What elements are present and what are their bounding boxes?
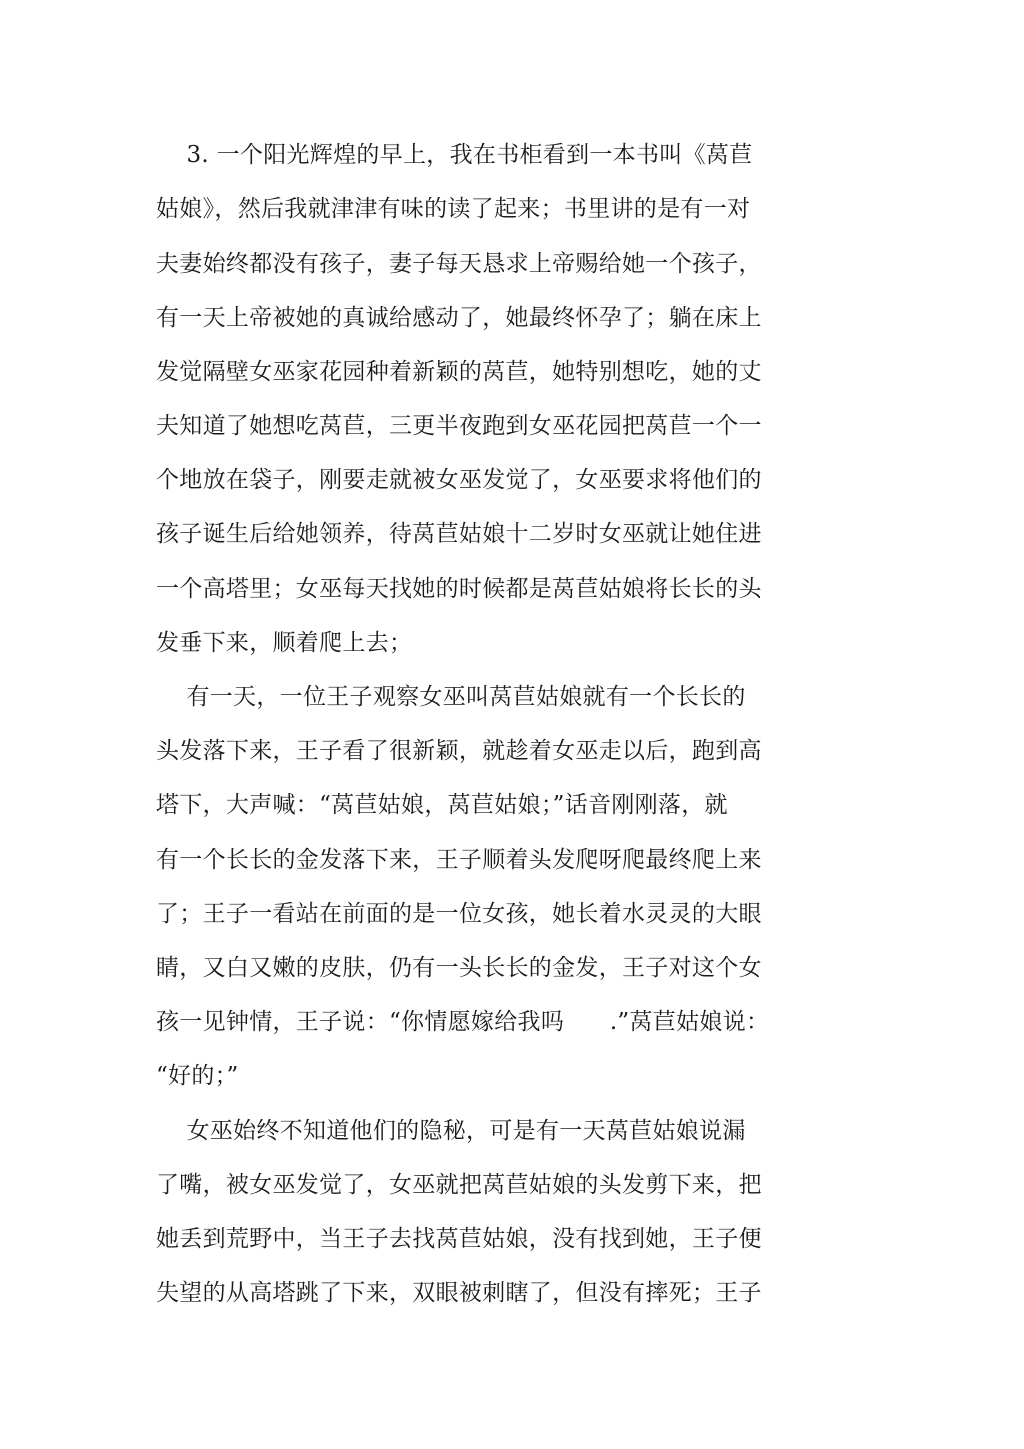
- text-line: 了嘴，被女巫发觉了，女巫就把莴苣姑娘的头发剪下来，把: [156, 1172, 762, 1198]
- text-line: 女巫始终不知道他们的隐秘，可是有一天莴苣姑娘说漏: [156, 1118, 746, 1144]
- text-line: 一个高塔里；女巫每天找她的时候都是莴苣姑娘将长长的头: [156, 576, 762, 602]
- text-line: 个地放在袋子，刚要走就被女巫发觉了，女巫要求将他们的: [156, 467, 762, 493]
- text-line: 失望的从高塔跳了下来，双眼被刺瞎了，但没有摔死；王子: [156, 1280, 762, 1306]
- text-line: 她丢到荒野中，当王子去找莴苣姑娘，没有找到她，王子便: [156, 1226, 762, 1252]
- text-line: 发觉隔壁女巫家花园种着新颖的莴苣，她特别想吃，她的丈: [156, 359, 762, 385]
- text-line: 夫知道了她想吃莴苣，三更半夜跑到女巫花园把莴苣一个一: [156, 413, 762, 439]
- text-line: 有一个长长的金发落下来，王子顺着头发爬呀爬最终爬上来: [156, 847, 762, 873]
- text-line: 3. 一个阳光辉煌的早上，我在书柜看到一本书叫《莴苣: [156, 142, 753, 168]
- text-line: 头发落下来，王子看了很新颖，就趁着女巫走以后，跑到高: [156, 738, 762, 764]
- text-line: 孩一见钟情，王子说：“你情愿嫁给我吗 .”莴苣姑娘说：: [156, 1009, 770, 1035]
- text-line: 孩子诞生后给她领养，待莴苣姑娘十二岁时女巫就让她住进: [156, 521, 762, 547]
- text-line: 有一天上帝被她的真诚给感动了，她最终怀孕了；躺在床上: [156, 305, 762, 331]
- text-line: 姑娘》，然后我就津津有味的读了起来；书里讲的是有一对: [156, 196, 751, 222]
- text-line: 夫妻始终都没有孩子，妻子每天恳求上帝赐给她一个孩子，: [156, 251, 762, 277]
- text-line: “好的；”: [156, 1063, 239, 1089]
- text-line: 了；王子一看站在前面的是一位女孩，她长着水灵灵的大眼: [156, 901, 762, 927]
- text-line: 睛，又白又嫩的皮肤，仍有一头长长的金发，王子对这个女: [156, 955, 762, 981]
- text-line: 塔下，大声喊：“莴苣姑娘，莴苣姑娘；”话音刚刚落，就: [156, 792, 728, 818]
- text-line: 发垂下来，顺着爬上去；: [156, 630, 413, 656]
- text-line: 有一天，一位王子观察女巫叫莴苣姑娘就有一个长长的: [156, 684, 746, 710]
